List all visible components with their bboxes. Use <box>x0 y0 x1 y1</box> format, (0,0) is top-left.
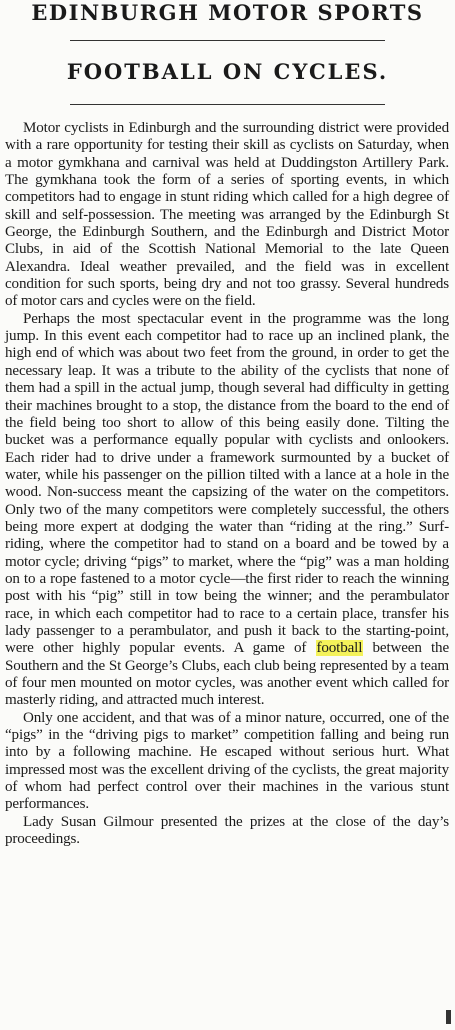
paragraph-2-text-start: Perhaps the most spectacular event in the programme was the long jump. In this event each competitor had to race up an inclined plank, the high end of which was about two feet from the ground, in order to get the necessary leap. It was a tribute to the ability of the cyclists that none of them had a spill in the actual jump, though several had difficulty in getting their machines brought to a stop, the distance from the board to the end of the field being too short to allow of this being easily done. Tilting the bucket was a performance equally popular with cyclists and onlookers. Each rider had to drive under a framework surmounted by a bucket of water, while his passenger on the pillion tilted with a lance at a hole in the wood. Non-success meant the capsizing of the water on the competitors. Only two of the many competitors were completely successful, the others being more expert at dodging the water than “riding at the ring.” Surf-riding, where the competitor had to stand on a board and be towed by a motor cycle; driving “pigs” to market, where the “pig” was a man holding on to a rope fastened to a motor cycle—the first rider to reach the winning post with his “pig” still in tow being the winner; and the perambulator race, in which each competitor had to race to a certain place, transfer his lady passenger to a perambulator, and push it back to the starting-point, were other highly popular events. A game of <box>5 310 449 657</box>
highlighted-search-term: football <box>316 640 363 657</box>
subheadline: FOOTBALL ON CYCLES. <box>66 59 389 84</box>
article-body <box>5 120 449 848</box>
divider-rule-bottom <box>70 104 385 105</box>
paragraph-1: Motor cyclists in Edinburgh and the surrounding district were provided with a rare opportunity for testing their skill as cyclists on Saturday, when a motor gymkhana and carnival was held at Duddingston Artillery Park. The gymkhana took the form of a series of sporting events, in which competitors had to engage in stunt riding which called for a high degree of skill and self-possession. The meeting was arranged by the Edinburgh St George, the Edinburgh Southern, and the Edinburgh and District Motor Clubs, in aid of the Scottish National Memorial to the late Queen Alexandra. Ideal weather prevailed, and the field was in excellent condition for such sports, being dry and not too grassy. Several hundreds of motor cars and cycles were on the field. <box>5 120 449 310</box>
paragraph-2 <box>5 311 449 710</box>
paragraph-4: Lady Susan Gilmour presented the prizes at the close of the day’s proceedings. <box>5 813 449 848</box>
paragraph-3: Only one accident, and that was of a minor nature, occurred, one of the “pigs” in the “driving pigs to market” competition falling and being run into by a following machine. He escaped without serious hurt. What impressed most was the excellent driving of the cyclists, the great majority of whom had perfect control over their machines in the various stunt performances. <box>5 709 449 813</box>
print-mark <box>446 1010 451 1024</box>
paragraph-2-text-end: between the Southern and the St George’s Clubs, each club being represented by a team of four men mounted on motor cycles, was another event which called for masterly riding, and attracted much interest. <box>5 640 449 709</box>
divider-rule-top <box>70 40 385 41</box>
headline: EDINBURGH MOTOR SPORTS <box>31 0 424 25</box>
